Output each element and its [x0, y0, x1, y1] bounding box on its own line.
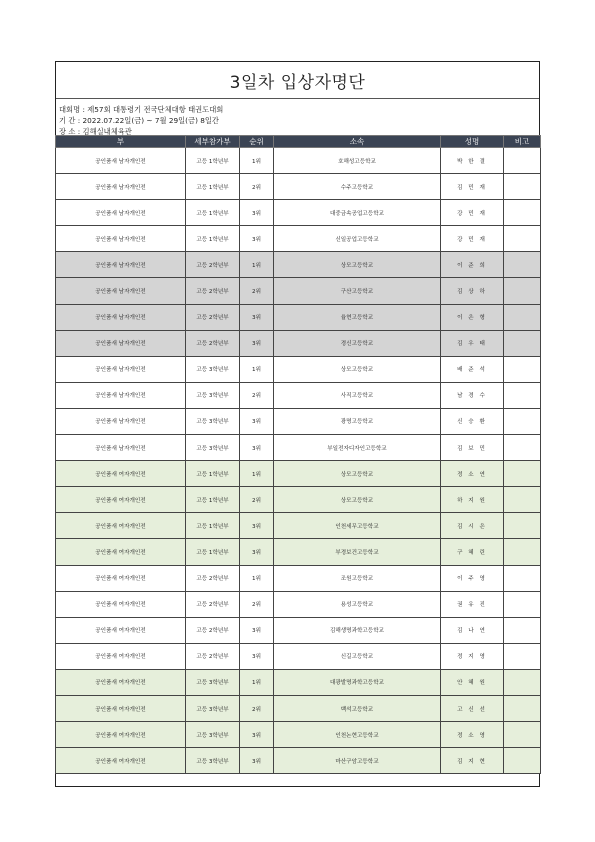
sub-division-cell: 고등 2학년부: [186, 565, 240, 591]
note-cell: [504, 722, 541, 748]
table-row: [56, 617, 541, 643]
note-cell: [504, 591, 541, 617]
table-row: [56, 304, 541, 330]
division-cell: 공인품새 남자개인전: [56, 304, 186, 330]
note-cell: [504, 669, 541, 695]
winner-name-cell: 정 지 영: [441, 643, 504, 669]
division-cell: 공인품새 여자개인전: [56, 748, 186, 774]
division-cell: 공인품새 남자개인전: [56, 226, 186, 252]
event-info: [56, 99, 539, 135]
note-cell: [504, 148, 541, 174]
school-cell: 경신고등학교: [274, 330, 441, 356]
winner-name-cell: 구 혜 린: [441, 539, 504, 565]
division-cell: 공인품새 남자개인전: [56, 200, 186, 226]
rank-cell: 3위: [240, 722, 274, 748]
table-row: [56, 513, 541, 539]
winner-name-cell: 김 상 하: [441, 278, 504, 304]
division-cell: 공인품새 남자개인전: [56, 278, 186, 304]
results-table: [55, 135, 541, 774]
note-cell: [504, 539, 541, 565]
school-cell: 마산구암고등학교: [274, 748, 441, 774]
rank-cell: 2위: [240, 695, 274, 721]
rank-cell: 2위: [240, 278, 274, 304]
rank-cell: 3위: [240, 330, 274, 356]
note-cell: [504, 487, 541, 513]
division-cell: 공인품새 여자개인전: [56, 617, 186, 643]
school-cell: 사직고등학교: [274, 382, 441, 408]
table-row: [56, 461, 541, 487]
winner-name-cell: 고 신 선: [441, 695, 504, 721]
school-cell: 대광발명과학고등학교: [274, 669, 441, 695]
school-cell: 광명고등학교: [274, 408, 441, 434]
school-cell: 상모고등학교: [274, 356, 441, 382]
note-cell: [504, 435, 541, 461]
header-division: 부: [56, 136, 186, 148]
school-cell: 율현고등학교: [274, 304, 441, 330]
rank-cell: 3위: [240, 513, 274, 539]
school-cell: 백석고등학교: [274, 695, 441, 721]
note-cell: [504, 565, 541, 591]
winner-name-cell: 김 보 민: [441, 435, 504, 461]
winner-name-cell: 정 소 연: [441, 461, 504, 487]
school-cell: 부일전자디자인고등학교: [274, 435, 441, 461]
winner-name-cell: 이 은 형: [441, 304, 504, 330]
table-row: [56, 695, 541, 721]
rank-cell: 2위: [240, 174, 274, 200]
sub-division-cell: 고등 2학년부: [186, 278, 240, 304]
table-row: [56, 591, 541, 617]
event-period-line: 기 간 : 2022.07.22일(금) ~ 7월 29일(금) 8일간: [59, 116, 219, 125]
sub-division-cell: 고등 3학년부: [186, 722, 240, 748]
note-cell: [504, 252, 541, 278]
rank-cell: 3위: [240, 226, 274, 252]
note-cell: [504, 330, 541, 356]
school-cell: 구산고등학교: [274, 278, 441, 304]
rank-cell: 3위: [240, 435, 274, 461]
division-cell: 공인품새 남자개인전: [56, 148, 186, 174]
header-school: 소속: [274, 136, 441, 148]
winner-name-cell: 권 유 진: [441, 591, 504, 617]
division-cell: 공인품새 여자개인전: [56, 669, 186, 695]
table-row: [56, 643, 541, 669]
page-title: 3일차 입상자명단: [229, 72, 366, 93]
rank-cell: 1위: [240, 669, 274, 695]
note-cell: [504, 643, 541, 669]
header-sub-division: 세부참가부: [186, 136, 240, 148]
winner-name-cell: 김 나 연: [441, 617, 504, 643]
winner-name-cell: 배 준 석: [441, 356, 504, 382]
school-cell: 부경보건고등학교: [274, 539, 441, 565]
event-venue-line: 장 소 : 김해실내체육관: [59, 127, 132, 136]
sub-division-cell: 고등 1학년부: [186, 513, 240, 539]
table-row: [56, 382, 541, 408]
division-cell: 공인품새 여자개인전: [56, 539, 186, 565]
header-note: 비고: [504, 136, 541, 148]
header-rank: 순위: [240, 136, 274, 148]
table-row: [56, 487, 541, 513]
table-row: [56, 252, 541, 278]
winner-name-cell: 정 소 영: [441, 722, 504, 748]
division-cell: 공인품새 남자개인전: [56, 356, 186, 382]
winner-name-cell: 김 우 태: [441, 330, 504, 356]
division-cell: 공인품새 여자개인전: [56, 643, 186, 669]
note-cell: [504, 513, 541, 539]
sub-division-cell: 고등 1학년부: [186, 461, 240, 487]
winner-name-cell: 김 시 은: [441, 513, 504, 539]
division-cell: 공인품새 여자개인전: [56, 722, 186, 748]
sub-division-cell: 고등 1학년부: [186, 148, 240, 174]
sub-division-cell: 고등 3학년부: [186, 695, 240, 721]
sub-division-cell: 고등 2학년부: [186, 252, 240, 278]
rank-cell: 1위: [240, 461, 274, 487]
division-cell: 공인품새 남자개인전: [56, 174, 186, 200]
note-cell: [504, 174, 541, 200]
winner-name-cell: 이 준 희: [441, 252, 504, 278]
division-cell: 공인품새 여자개인전: [56, 461, 186, 487]
note-cell: [504, 278, 541, 304]
sub-division-cell: 고등 3학년부: [186, 669, 240, 695]
note-cell: [504, 304, 541, 330]
rank-cell: 1위: [240, 148, 274, 174]
note-cell: [504, 461, 541, 487]
division-cell: 공인품새 남자개인전: [56, 330, 186, 356]
rank-cell: 1위: [240, 565, 274, 591]
rank-cell: 3위: [240, 643, 274, 669]
table-row: [56, 330, 541, 356]
table-row: [56, 278, 541, 304]
header-name: 성명: [441, 136, 504, 148]
school-cell: 대중금속공업고등학교: [274, 200, 441, 226]
school-cell: 수주고등학교: [274, 174, 441, 200]
rank-cell: 3위: [240, 200, 274, 226]
division-cell: 공인품새 여자개인전: [56, 487, 186, 513]
rank-cell: 3위: [240, 408, 274, 434]
winner-name-cell: 남 경 수: [441, 382, 504, 408]
school-cell: 조원고등학교: [274, 565, 441, 591]
winner-name-cell: 박 한 결: [441, 148, 504, 174]
sub-division-cell: 고등 3학년부: [186, 435, 240, 461]
rank-cell: 3위: [240, 748, 274, 774]
sub-division-cell: 고등 3학년부: [186, 748, 240, 774]
sub-division-cell: 고등 3학년부: [186, 356, 240, 382]
note-cell: [504, 356, 541, 382]
school-cell: 김해생명과학고등학교: [274, 617, 441, 643]
note-cell: [504, 382, 541, 408]
sub-division-cell: 고등 2학년부: [186, 643, 240, 669]
division-cell: 공인품새 여자개인전: [56, 565, 186, 591]
division-cell: 공인품새 남자개인전: [56, 435, 186, 461]
winner-name-cell: 강 민 재: [441, 226, 504, 252]
table-row: [56, 669, 541, 695]
rank-cell: 3위: [240, 539, 274, 565]
school-cell: 신일공업고등학교: [274, 226, 441, 252]
division-cell: 공인품새 남자개인전: [56, 252, 186, 278]
school-cell: 상모고등학교: [274, 252, 441, 278]
sub-division-cell: 고등 3학년부: [186, 382, 240, 408]
division-cell: 공인품새 남자개인전: [56, 408, 186, 434]
table-row: [56, 200, 541, 226]
table-row: [56, 226, 541, 252]
sub-division-cell: 고등 2학년부: [186, 617, 240, 643]
event-name-line: 대회명 : 제57회 대통령기 전국단체대항 태권도대회: [59, 105, 224, 114]
sub-division-cell: 고등 2학년부: [186, 330, 240, 356]
rank-cell: 1위: [240, 356, 274, 382]
winner-name-cell: 김 지 현: [441, 748, 504, 774]
note-cell: [504, 748, 541, 774]
winner-name-cell: 하 지 원: [441, 487, 504, 513]
school-cell: 상모고등학교: [274, 487, 441, 513]
note-cell: [504, 695, 541, 721]
sub-division-cell: 고등 3학년부: [186, 408, 240, 434]
winner-name-cell: 강 민 재: [441, 200, 504, 226]
table-row: [56, 435, 541, 461]
rank-cell: 2위: [240, 591, 274, 617]
sub-division-cell: 고등 1학년부: [186, 174, 240, 200]
school-cell: 신길고등학교: [274, 643, 441, 669]
winner-name-cell: 김 민 재: [441, 174, 504, 200]
rank-cell: 1위: [240, 252, 274, 278]
sub-division-cell: 고등 1학년부: [186, 226, 240, 252]
table-row: [56, 565, 541, 591]
table-row: [56, 722, 541, 748]
table-row: [56, 356, 541, 382]
school-cell: 호해성고등학교: [274, 148, 441, 174]
rank-cell: 2위: [240, 382, 274, 408]
sub-division-cell: 고등 1학년부: [186, 539, 240, 565]
table-row: [56, 148, 541, 174]
note-cell: [504, 200, 541, 226]
note-cell: [504, 408, 541, 434]
division-cell: 공인품새 여자개인전: [56, 513, 186, 539]
school-cell: 인천논현고등학교: [274, 722, 441, 748]
division-cell: 공인품새 여자개인전: [56, 591, 186, 617]
division-cell: 공인품새 남자개인전: [56, 382, 186, 408]
note-cell: [504, 226, 541, 252]
sub-division-cell: 고등 2학년부: [186, 591, 240, 617]
rank-cell: 3위: [240, 617, 274, 643]
table-header-row: [56, 136, 541, 148]
sub-division-cell: 고등 2학년부: [186, 304, 240, 330]
winner-name-cell: 안 혜 원: [441, 669, 504, 695]
school-cell: 인천세무고등학교: [274, 513, 441, 539]
division-cell: 공인품새 여자개인전: [56, 695, 186, 721]
table-row: [56, 174, 541, 200]
school-cell: 용성고등학교: [274, 591, 441, 617]
note-cell: [504, 617, 541, 643]
title-box: [56, 62, 539, 99]
rank-cell: 2위: [240, 487, 274, 513]
results-sheet: [55, 61, 540, 787]
school-cell: 상모고등학교: [274, 461, 441, 487]
rank-cell: 3위: [240, 304, 274, 330]
table-row: [56, 748, 541, 774]
table-row: [56, 539, 541, 565]
sub-division-cell: 고등 1학년부: [186, 487, 240, 513]
winner-name-cell: 신 승 환: [441, 408, 504, 434]
winner-name-cell: 이 주 영: [441, 565, 504, 591]
table-row: [56, 408, 541, 434]
sub-division-cell: 고등 1학년부: [186, 200, 240, 226]
